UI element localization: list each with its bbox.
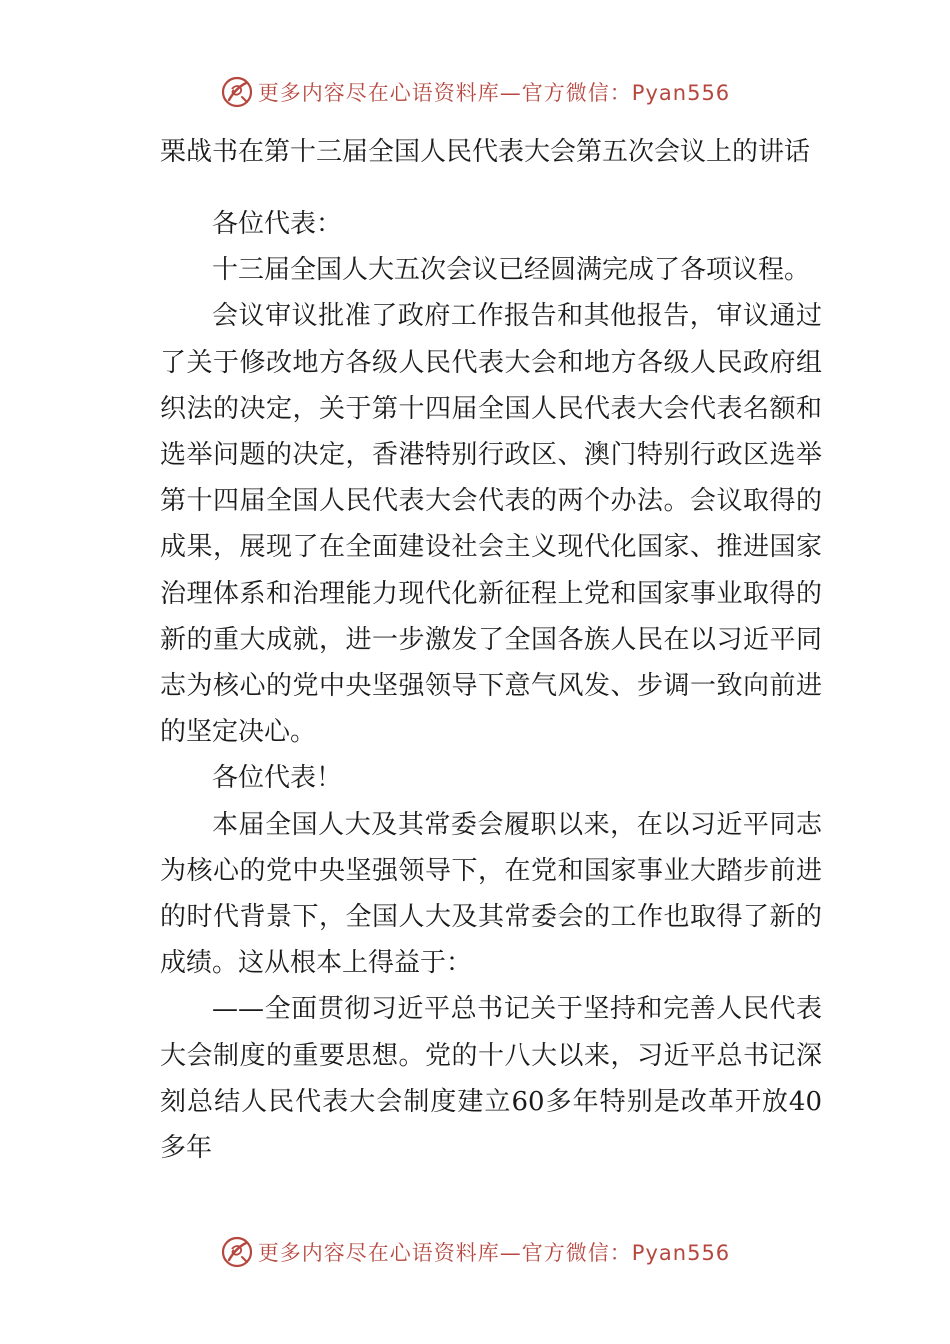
document-body xyxy=(160,201,822,1171)
rose-pen-logo-icon xyxy=(220,75,254,109)
paragraph-2: 会议审议批准了政府工作报告和其他报告，审议通过了关于修改地方各级人民代表大会和地方各级人民政府组织法的决定，关于第十四届全国人民代表大会代表名额和选举问题的决定，香港特别行政区、澳门特别行政区选举第十四届全国人民代表大会代表的两个办法。会议取得的成果，展现了在全面建设社会主义现代化国家、推进国家治理体系和治理能力现代化新征程上党和国家事业取得的新的重大成就，进一步激发了全国各族人民在以习近平同志为核心的党中央坚强领导下意气风发、步调一致向前进的坚定决心。 xyxy=(160,301,822,748)
paragraph-salutation-2: 各位代表！ xyxy=(212,763,343,794)
watermark-header xyxy=(0,72,950,112)
paragraph-4: ——全面贯彻习近平总书记关于坚持和完善人民代表大会制度的重要思想。党的十八大以来，习近平总书记深刻总结人民代表大会制度建立60多年特别是改革开放40多年 xyxy=(160,994,822,1164)
paragraph-salutation: 各位代表： xyxy=(212,209,343,239)
watermark-footer xyxy=(0,1232,950,1272)
watermark-text: 更多内容尽在心语资料库—官方微信：Pyan556 xyxy=(257,1241,731,1265)
paragraph-3: 本届全国人大及其常委会履职以来，在以习近平同志为核心的党中央坚强领导下，在党和国家事业大踏步前进的时代背景下，全国人大及其常委会的工作也取得了新的成绩。这从根本上得益于： xyxy=(160,809,822,979)
rose-pen-logo-icon xyxy=(220,1235,254,1269)
watermark-text: 更多内容尽在心语资料库—官方微信：Pyan556 xyxy=(257,81,731,105)
paragraph-1: 十三届全国人大五次会议已经圆满完成了各项议程。 xyxy=(212,255,811,286)
document-title: 栗战书在第十三届全国人民代表大会第五次会议上的讲话 xyxy=(160,137,811,167)
